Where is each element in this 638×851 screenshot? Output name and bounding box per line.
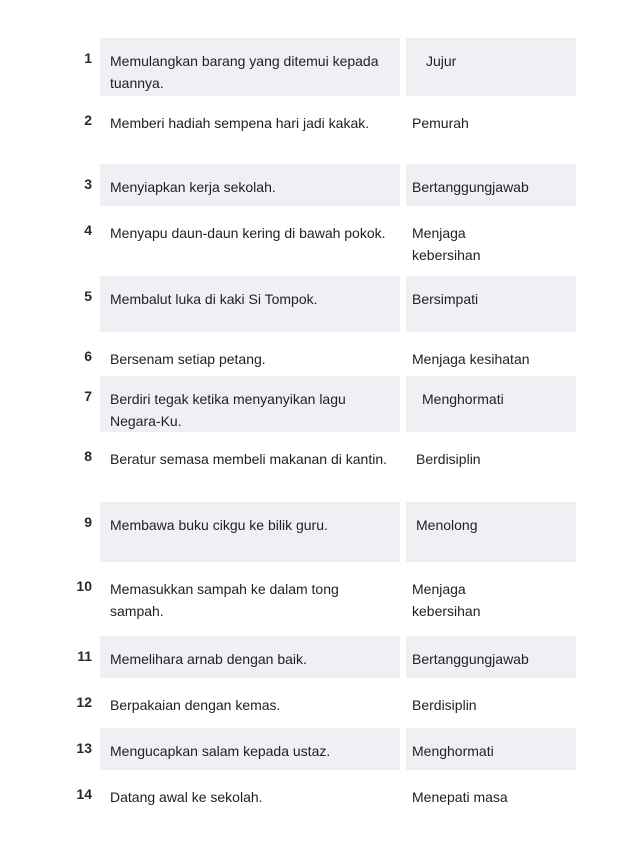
table-row <box>64 436 576 498</box>
row-description: Menyiapkan kerja sekolah. <box>100 164 400 206</box>
table-row <box>64 774 576 816</box>
row-value: Bertanggungjawab <box>406 636 576 678</box>
table-row <box>64 164 576 206</box>
row-value: Menjaga kebersihan <box>412 581 481 619</box>
row-description: Memulangkan barang yang ditemui kepada tuannya. <box>100 38 400 96</box>
row-value: Bersimpati <box>406 276 576 332</box>
row-description: Memelihara arnab dengan baik. <box>100 636 400 678</box>
row-description: Membawa buku cikgu ke bilik guru. <box>100 502 400 562</box>
row-number: 4 <box>84 222 92 238</box>
table-row <box>64 636 576 678</box>
row-description: Datang awal ke sekolah. <box>110 789 263 805</box>
row-description: Mengucapkan salam kepada ustaz. <box>100 728 400 770</box>
row-number: 13 <box>76 740 92 756</box>
row-number: 10 <box>76 578 92 594</box>
row-description: Beratur semasa membeli makanan di kantin. <box>110 451 388 467</box>
row-number: 5 <box>84 288 92 304</box>
row-value: Berdisiplin <box>412 697 477 713</box>
table-row <box>64 376 576 432</box>
row-value: Menjaga kesihatan <box>412 351 530 367</box>
table-row <box>64 100 576 160</box>
row-number: 7 <box>84 388 92 404</box>
table-row <box>64 38 576 96</box>
row-value: Pemurah <box>412 115 469 131</box>
row-number: 1 <box>84 50 92 66</box>
row-number: 11 <box>77 648 92 664</box>
row-description: Membalut luka di kaki Si Tompok. <box>100 276 400 332</box>
row-value: Menjaga kebersihan <box>412 225 481 263</box>
row-number: 2 <box>84 112 92 128</box>
row-number: 8 <box>84 448 92 464</box>
table-row <box>64 336 576 372</box>
table-row <box>64 276 576 332</box>
row-number: 6 <box>84 348 92 364</box>
row-number: 14 <box>76 786 92 802</box>
row-description: Memberi hadiah sempena hari jadi kakak. <box>110 115 370 131</box>
row-value: Bertanggungjawab <box>406 164 576 206</box>
row-description: Berpakaian dengan kemas. <box>110 697 281 713</box>
row-value: Menghormati <box>406 376 576 432</box>
row-value: Berdisiplin <box>416 451 481 467</box>
row-number: 3 <box>84 176 92 192</box>
table-row <box>64 502 576 562</box>
row-value: Menghormati <box>406 728 576 770</box>
row-number: 12 <box>76 694 92 710</box>
row-value: Menolong <box>406 502 576 562</box>
row-description: Bersenam setiap petang. <box>110 351 266 367</box>
row-number: 9 <box>84 514 92 530</box>
row-description: Memasukkan sampah ke dalam tong sampah. <box>110 581 339 619</box>
table-row <box>64 682 576 724</box>
table-row <box>64 566 576 632</box>
table-row <box>64 210 576 272</box>
row-description: Berdiri tegak ketika menyanyikan lagu Negara-Ku. <box>100 376 400 432</box>
row-description: Menyapu daun-daun kering di bawah pokok. <box>110 225 386 241</box>
row-value: Menepati masa <box>412 789 508 805</box>
values-table <box>64 38 576 820</box>
table-row <box>64 728 576 770</box>
row-value: Jujur <box>406 38 576 96</box>
